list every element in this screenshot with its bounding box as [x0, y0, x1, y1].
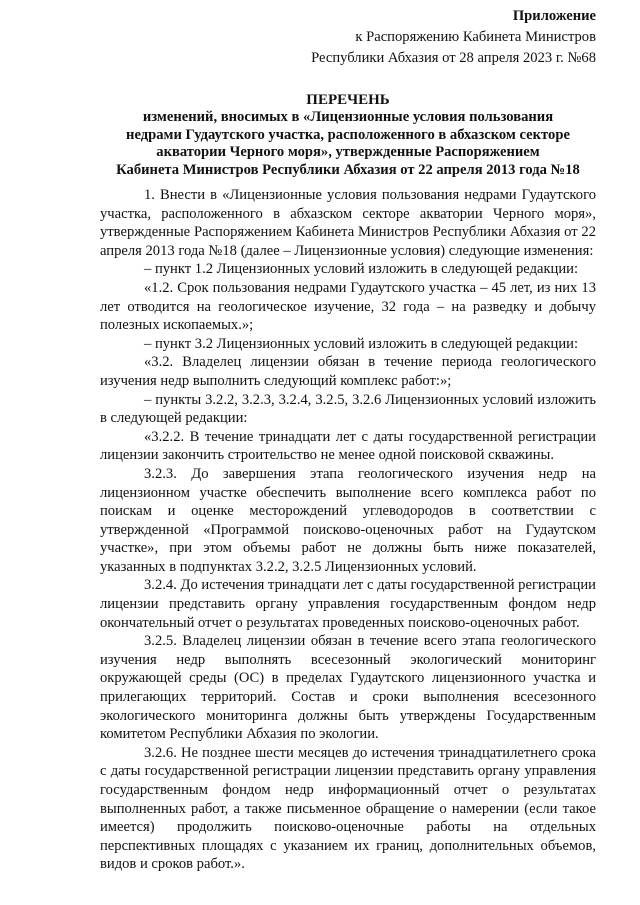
paragraph-text-3-2: «3.2. Владелец лицензии обязан в течение периода геологического изучения недр выполнить следующий комплекс работ:»; — [100, 354, 596, 389]
heading-line-2: недрами Гудаутского участка, расположенного в абхазском секторе — [126, 126, 570, 143]
paragraph-point-1-2: – пункт 1.2 Лицензионных условий изложить в следующей редакции: — [144, 261, 579, 278]
paragraph-3-2-2: «3.2.2. В течение тринадцати лет с даты государственной регистрации лицензии закончить строительство не менее одной поисковой скважины. — [100, 428, 596, 464]
paragraph-text-1-2: «1.2. Срок пользования недрами Гудаутского участка – 45 лет, из них 13 лет отводится на геологическое изучение, 32 года – на разведку и добычу полезных ископаемых.»; — [100, 279, 596, 334]
paragraph-points-3-2-x: – пункты 3.2.2, 3.2.3, 3.2.4, 3.2.5, 3.2.6 Лицензионных условий изложить в следующей редакции: — [100, 391, 596, 427]
paragraph-item-1: 1. Внести в «Лицензионные условия пользования недрами Гудаутского участка, расположенного в абхазском секторе акватории Черного моря», утвержденные Распоряжением Кабинета Министров Республики Абхазия от 22 апреля 2013 года №18 (далее – Лицензионные условия) следующие изменения: — [100, 187, 596, 259]
heading-line-1: изменений, вносимых в «Лицензионные условия пользования — [142, 109, 554, 126]
annex-title: Приложение — [512, 8, 596, 24]
annex-line-1: к Распоряжению Кабинета Министров — [355, 29, 596, 45]
paragraph-3-2-3: 3.2.3. До завершения этапа геологического изучения недр на лицензионном участке обеспечить выполнение всего комплекса работ по поискам и оценке месторождений углеводородов в соответствии с утвержденной «Программой поисково-оценочных работ на Гудаутском участке», при этом объемы работ не должны быть ниже показателей, указанных в подпунктах 3.2.2, 3.2.5 Лицензионных условий. — [100, 465, 596, 575]
heading-line-4: Кабинета Министров Республики Абхазия от 22 апреля 2013 года №18 — [116, 161, 580, 178]
annex-block — [311, 6, 596, 69]
document-heading — [98, 92, 598, 179]
paragraph-3-2-4: 3.2.4. До истечения тринадцати лет с даты государственной регистрации лицензии представить органу управления государственным фондом недр окончательный отчет о результатах проведенных поисково-оценочных работ. — [100, 577, 596, 631]
heading-title: ПЕРЕЧЕНЬ — [306, 92, 390, 108]
paragraph-3-2-6: 3.2.6. Не позднее шести месяцев до истечения тринадцатилетнего срока с даты государственной регистрации лицензии представить органу управления государственным фондом недр информационный отчет о результатах выполненных работ, а также письменное обращение о намерении (если такое имеется) продолжить поисково-оценочные работы на отдельных перспективных площадях с указанием их границ, дополнительных объемов, видов и сроков работ.». — [100, 744, 596, 873]
document-body — [100, 186, 596, 874]
paragraph-3-2-5: 3.2.5. Владелец лицензии обязан в течение всего этапа геологического изучения недр выполнять всесезонный экологический мониторинг окружающей среды (ОС) в пределах Гудаутского лицензионного участка и прилегающих территорий. Состав и сроки выполнения всесезонного экологического мониторинга должны быть утверждены Государственным комитетом Республики Абхазия по экологии. — [100, 633, 596, 743]
paragraph-point-3-2: – пункт 3.2 Лицензионных условий изложить в следующей редакции: — [144, 335, 579, 352]
heading-line-3: акватории Черного моря», утвержденные Распоряжением — [156, 144, 540, 161]
annex-line-2: Республики Абхазия от 28 апреля 2023 г. №68 — [311, 50, 596, 66]
